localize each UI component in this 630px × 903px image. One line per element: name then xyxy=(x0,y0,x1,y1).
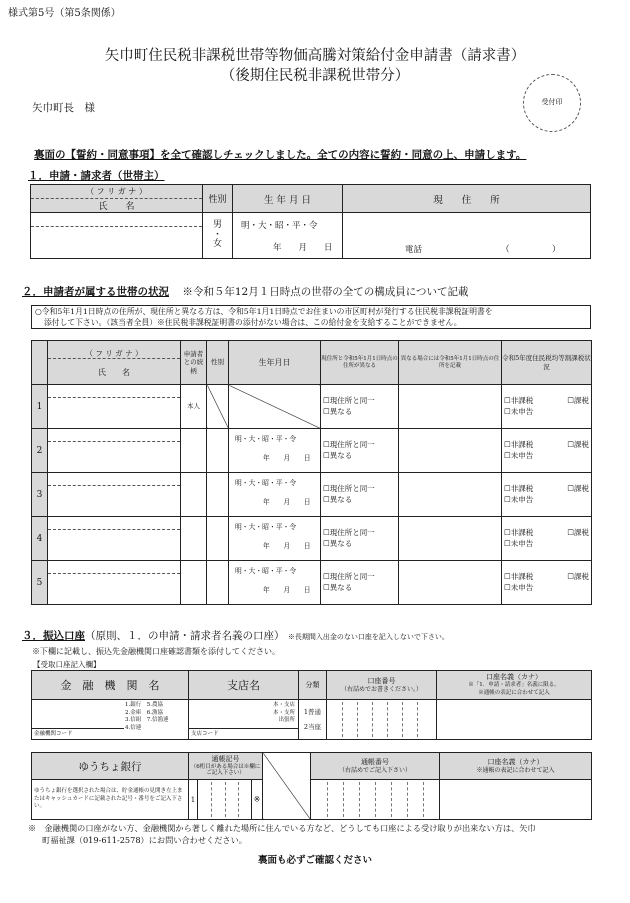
branch-type-1: 本・支店 xyxy=(272,702,295,708)
jan1-address-input[interactable] xyxy=(399,385,502,429)
era-options: 明・大・昭・平・令 xyxy=(241,221,318,231)
nontax-checkbox[interactable]: ☐非課税 xyxy=(504,484,534,493)
account-type-current[interactable]: 2当座 xyxy=(303,722,322,731)
back-page-notice: 裏面も必ずご確認ください xyxy=(257,855,372,866)
form-number: 様式第5号（第5条関係） xyxy=(8,8,121,19)
gender-header: 性別 xyxy=(203,185,233,213)
different-address-checkbox[interactable]: ☐異なる xyxy=(323,538,353,548)
member-dob-input[interactable] xyxy=(229,561,321,605)
tax-checkbox[interactable]: ☐課税 xyxy=(567,396,589,405)
table-row xyxy=(32,517,592,561)
member-gender-input[interactable] xyxy=(207,473,229,517)
passbook-6th-digit-input[interactable]: ※ xyxy=(252,780,263,820)
tax-status-header: 令和5年度住民税均等割課税状況 xyxy=(502,341,592,385)
jan1-status[interactable] xyxy=(321,385,399,429)
relation-input[interactable] xyxy=(181,561,207,605)
bank-name-header: 金 融 機 関 名 xyxy=(32,671,189,700)
applicant-name-input[interactable] xyxy=(31,213,203,259)
bank-code-input[interactable] xyxy=(32,728,124,739)
footer-note-1: ※ 金融機関の口座がない方、金融機関から著しく離れた場所に住んでいる方など、どうしても口座による受け取りが出来ない方は、矢巾 xyxy=(28,823,536,833)
tax-checkbox[interactable]: ☐課税 xyxy=(567,440,589,449)
yucho-header: ゆうちょ銀行 xyxy=(32,753,189,780)
era-options: 明・大・昭・平・令 xyxy=(235,523,297,531)
branch-type-options xyxy=(273,702,295,725)
passbook-number-label: 通帳番号 xyxy=(361,757,390,766)
table-row xyxy=(32,385,592,429)
category-header: 分類 xyxy=(299,671,327,700)
passbook-number-header xyxy=(311,753,440,780)
household-table xyxy=(31,340,592,605)
stamp-label: 受付印 xyxy=(541,98,563,106)
member-name-input[interactable] xyxy=(48,561,181,605)
yucho-holder-note: ※通帳の表記に合わせて記入 xyxy=(476,766,555,774)
member-furigana-label: （ フ リ ガ ナ ） xyxy=(48,348,180,359)
passbook-symbol-label: 通帳記号 xyxy=(211,755,240,764)
row-number: 2 xyxy=(32,429,48,473)
phone-input[interactable]: （ ） xyxy=(501,245,561,255)
row-number: 5 xyxy=(32,561,48,605)
jan1-address-input[interactable] xyxy=(399,561,502,605)
unfiled-checkbox[interactable]: ☐未申告 xyxy=(504,494,534,504)
household-note-2: 添付して下さい。（該当者全員）※住民税非課税証明書の添付がない場合は、この給付金を支給することができません。 xyxy=(44,318,462,327)
bank-type-options xyxy=(125,702,169,732)
jan1-status[interactable] xyxy=(321,561,399,605)
era-options: 明・大・昭・平・令 xyxy=(235,435,297,443)
holder-header xyxy=(437,671,592,700)
yucho-note: ゆうちょ銀行を選択された場合は、貯金通帳の見開き左上またはキャッシュカードに記載された記号・番号をご記入下さい。 xyxy=(32,780,189,820)
male-option[interactable]: 男 xyxy=(212,219,222,230)
jan1-address-detail-header: 異なる場合には令和5年1月1日時点の住所を記載 xyxy=(399,341,502,385)
holder-label: 口座名義（カナ） xyxy=(486,673,542,682)
addressee: 矢巾町長 様 xyxy=(32,102,95,114)
section3-heading: ３．振込口座 xyxy=(22,630,85,642)
relation-input[interactable] xyxy=(181,473,207,517)
section3-heading-paren: （原則、１．の申請・請求者名義の口座） xyxy=(85,630,285,642)
jan1-address-input[interactable] xyxy=(399,429,502,473)
member-dob-input[interactable] xyxy=(229,517,321,561)
branch-type-2: 本・支所 xyxy=(272,709,295,716)
account-type-select[interactable] xyxy=(299,700,327,740)
relation-header: 申請者との続柄 xyxy=(181,341,207,385)
tax-checkbox[interactable]: ☐課税 xyxy=(567,572,589,581)
row-number: 1 xyxy=(32,385,48,429)
passbook-number-note: （右詰めでご記入下さい） xyxy=(339,766,412,774)
passbook-symbol-header xyxy=(189,753,263,780)
bank-name-input[interactable] xyxy=(32,700,189,740)
member-gender-input[interactable] xyxy=(207,517,229,561)
gender-separator: ・ xyxy=(212,229,222,240)
same-address-checkbox[interactable]: ☐現住所と同一 xyxy=(323,396,375,405)
ymd-label: 年 月 日 xyxy=(273,243,333,253)
member-name-input[interactable] xyxy=(48,429,181,473)
dob-header: 生 年 月 日 xyxy=(233,185,343,213)
member-name-label: 氏 名 xyxy=(98,367,130,377)
applicant-name-header xyxy=(31,185,203,213)
declaration: 裏面の【誓約・同意事項】を全て確認しチェックしました。全ての内容に誓約・同意の上、申請します。 xyxy=(34,149,527,161)
form-title: 矢巾町住民税非課税世帯等物価高騰対策給付金申請書（請求書） xyxy=(104,48,526,64)
member-dob-header: 生年月日 xyxy=(229,341,321,385)
attach-note: ※下欄に記載し、振込先金融機関口座確認書類を添付してください。 xyxy=(32,647,280,656)
relation-self: 本人 xyxy=(181,385,207,429)
bank-code-label: 金融機関コード xyxy=(34,731,73,737)
relation-input[interactable] xyxy=(181,517,207,561)
unfiled-checkbox[interactable]: ☐未申告 xyxy=(504,450,534,460)
passbook-symbol-note: （6桁目がある場合は※欄にご記入下さい） xyxy=(190,763,261,777)
section2-heading-row xyxy=(22,284,469,299)
nontax-checkbox[interactable]: ☐非課税 xyxy=(504,440,534,449)
female-option[interactable]: 女 xyxy=(212,239,222,250)
yucho-holder-input[interactable] xyxy=(440,780,592,820)
yucho-table xyxy=(31,752,592,820)
branch-name-input[interactable] xyxy=(189,700,299,740)
same-address-checkbox[interactable]: ☐現住所と同一 xyxy=(323,528,375,537)
gender-slash xyxy=(207,385,229,429)
member-name-header xyxy=(48,341,181,385)
row-number: 3 xyxy=(32,473,48,517)
member-name-input[interactable] xyxy=(48,385,181,429)
address-header: 現 住 所 xyxy=(343,185,591,213)
bank-type-4: 4.信連 xyxy=(125,724,142,731)
account-number-header xyxy=(327,671,437,700)
section1-heading: １．申請・請求者（世帯主） xyxy=(28,170,165,182)
member-gender-input[interactable] xyxy=(207,561,229,605)
footer-note xyxy=(28,822,598,846)
jan1-address-input[interactable] xyxy=(399,517,502,561)
nontax-checkbox[interactable]: ☐非課税 xyxy=(504,528,534,537)
tax-status[interactable] xyxy=(502,561,592,605)
bank-type-3: 3.信組 7.信漁連 xyxy=(125,717,169,723)
member-name-input[interactable] xyxy=(48,473,181,517)
account-number-note: （右詰めでお書きください。） xyxy=(340,685,422,693)
passbook-number-input[interactable] xyxy=(311,780,440,820)
section2-subheading: ※令和５年12月１日時点の世帯の全ての構成員について記載 xyxy=(182,286,469,298)
account-number-label: 口座番号 xyxy=(367,676,396,685)
yucho-slash xyxy=(263,753,311,820)
branch-type-3: 出張所 xyxy=(278,717,295,723)
member-dob-input[interactable] xyxy=(229,473,321,517)
household-note-box xyxy=(31,305,591,329)
applicant-gender-select[interactable] xyxy=(203,213,233,259)
branch-code-label: 支店コード xyxy=(191,731,219,737)
relation-input[interactable] xyxy=(181,429,207,473)
section2-heading: ２．申請者が属する世帯の状況 xyxy=(22,286,169,298)
same-address-checkbox[interactable]: ☐現住所と同一 xyxy=(323,572,375,581)
tax-status[interactable] xyxy=(502,385,592,429)
bank-account-table xyxy=(31,670,592,740)
tax-status[interactable] xyxy=(502,429,592,473)
holder-note-2: ※通帳の表記に合わせて記入 xyxy=(478,689,550,696)
applicant-furigana-input[interactable] xyxy=(31,213,202,227)
jan1-address-header: 現住所と令和5年1月1日時点の住所が異なる xyxy=(321,341,399,385)
member-gender-input[interactable] xyxy=(207,429,229,473)
branch-name-header: 支店名 xyxy=(189,671,299,700)
ymd-label: 年 月 日 xyxy=(263,586,311,594)
bank-box-label: 【受取口座記入欄】 xyxy=(33,660,101,669)
bank-type-1: 1.銀行 5.農協 xyxy=(125,702,163,708)
name-label: 氏 名 xyxy=(98,201,135,212)
different-address-checkbox[interactable]: ☐異なる xyxy=(323,450,353,460)
account-type-regular[interactable]: 1普通 xyxy=(303,708,322,717)
passbook-symbol-input[interactable] xyxy=(198,780,252,820)
different-address-checkbox[interactable]: ☐異なる xyxy=(323,406,353,416)
tax-status[interactable] xyxy=(502,517,592,561)
reception-stamp-circle xyxy=(523,74,581,132)
section3-heading-row xyxy=(22,628,449,643)
ymd-label: 年 月 日 xyxy=(263,498,311,506)
member-dob-input[interactable] xyxy=(229,429,321,473)
dob-slash xyxy=(229,385,321,429)
table-row xyxy=(32,561,592,605)
tax-checkbox[interactable]: ☐課税 xyxy=(567,528,589,537)
furigana-label: （ フ リ ガ ナ ） xyxy=(31,186,202,199)
jan1-status[interactable] xyxy=(321,429,399,473)
row-number: 4 xyxy=(32,517,48,561)
tax-status[interactable] xyxy=(502,473,592,517)
applicant-table xyxy=(30,184,591,259)
section3-heading-note: ※長期間入出金のない口座を記入しないで下さい。 xyxy=(287,633,449,641)
unfiled-checkbox[interactable]: ☐未申告 xyxy=(504,538,534,548)
household-note-1: ○令和5年1月1日時点の住所が、現住所と異なる方は、令和5年1月1日時点でお住まいの市区町村が発行する住民税非課税証明書を xyxy=(35,307,493,316)
different-address-checkbox[interactable]: ☐異なる xyxy=(323,582,353,592)
nontax-checkbox[interactable]: ☐非課税 xyxy=(504,396,534,405)
applicant-address-input[interactable] xyxy=(343,213,591,259)
passbook-symbol-prefix: 1 xyxy=(189,780,198,820)
phone-label: 電話 xyxy=(405,245,423,255)
holder-note-1: ※「1．申請・請求者」名義に限る。 xyxy=(468,682,560,689)
unfiled-checkbox[interactable]: ☐未申告 xyxy=(504,582,534,592)
yucho-holder-label: 口座名義（カナ） xyxy=(487,757,544,766)
same-address-checkbox[interactable]: ☐現住所と同一 xyxy=(323,484,375,493)
unfiled-checkbox[interactable]: ☐未申告 xyxy=(504,406,534,416)
applicant-dob-input[interactable] xyxy=(233,213,343,259)
form-subtitle: （後期住民税非課税世帯分） xyxy=(220,68,410,84)
era-options: 明・大・昭・平・令 xyxy=(235,479,297,487)
ymd-label: 年 月 日 xyxy=(263,454,311,462)
yucho-holder-header xyxy=(440,753,592,780)
bank-type-2: 2.金庫 6.漁協 xyxy=(125,709,163,716)
tax-checkbox[interactable]: ☐課税 xyxy=(567,484,589,493)
different-address-checkbox[interactable]: ☐異なる xyxy=(323,494,353,504)
nontax-checkbox[interactable]: ☐非課税 xyxy=(504,572,534,581)
jan1-status[interactable] xyxy=(321,517,399,561)
jan1-status[interactable] xyxy=(321,473,399,517)
same-address-checkbox[interactable]: ☐現住所と同一 xyxy=(323,440,375,449)
member-name-input[interactable] xyxy=(48,517,181,561)
branch-code-input[interactable] xyxy=(189,728,298,739)
table-row xyxy=(32,473,592,517)
era-options: 明・大・昭・平・令 xyxy=(235,567,297,575)
ymd-label: 年 月 日 xyxy=(263,542,311,550)
member-gender-header: 性別 xyxy=(207,341,229,385)
jan1-address-input[interactable] xyxy=(399,473,502,517)
table-row xyxy=(32,429,592,473)
holder-input[interactable] xyxy=(437,700,592,740)
footer-note-2: 町福祉課（019-611-2578）にお問い合わせください。 xyxy=(42,835,247,845)
account-number-input[interactable] xyxy=(327,700,437,740)
